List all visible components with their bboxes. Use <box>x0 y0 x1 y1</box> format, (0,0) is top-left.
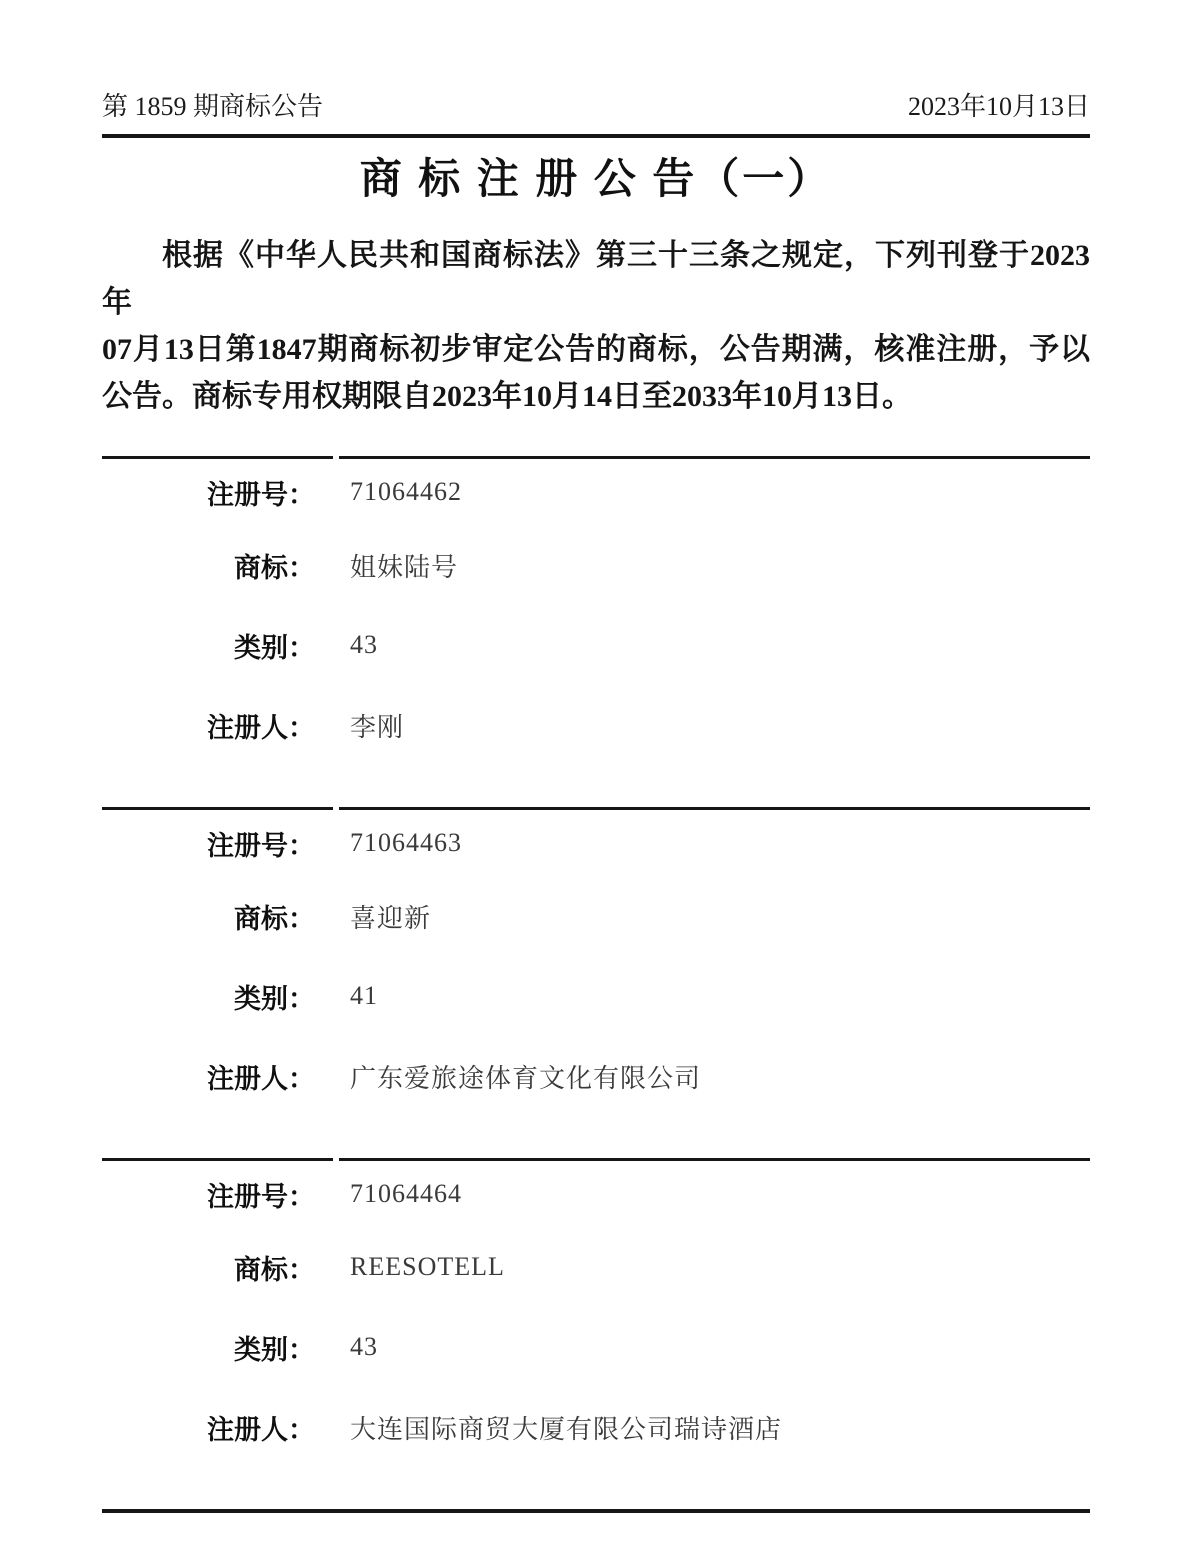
registrant-label: 注册人： <box>207 1063 315 1094</box>
registrant-label: 注册人： <box>207 1414 315 1445</box>
field-row-mark <box>102 525 1090 605</box>
class-value: 41 <box>350 981 378 1010</box>
trademark-record-2 <box>102 807 1090 1158</box>
field-row-registrant <box>102 1387 1090 1467</box>
header-rule <box>102 134 1090 138</box>
intro-line-2: 07月13日第1847期商标初步审定公告的商标，公告期满，核准注册，予以 <box>102 333 1090 366</box>
class-value: 43 <box>350 630 378 659</box>
reg-no-label: 注册号： <box>207 1181 315 1212</box>
records-list <box>102 456 1090 1513</box>
class-label: 类别： <box>234 983 315 1014</box>
intro-paragraph <box>102 232 1090 420</box>
reg-no-label: 注册号： <box>207 479 315 510</box>
record-divider <box>102 807 1090 810</box>
trademark-record-3 <box>102 1158 1090 1509</box>
field-row-reg-no <box>102 459 1090 525</box>
registrant-value: 李刚 <box>350 712 405 742</box>
mark-value: REESOTELL <box>350 1252 505 1281</box>
field-row-class <box>102 1307 1090 1387</box>
registrant-label: 注册人： <box>207 712 315 743</box>
mark-value: 姐妹陆号 <box>350 552 459 582</box>
page-title: 商 标 注 册 公 告（一） <box>359 157 833 203</box>
class-value: 43 <box>350 1332 378 1361</box>
mark-value: 喜迎新 <box>350 903 432 933</box>
field-row-class <box>102 956 1090 1036</box>
mark-label: 商标： <box>234 903 315 934</box>
class-label: 类别： <box>234 1334 315 1365</box>
reg-no-value: 71064463 <box>350 828 462 857</box>
field-row-registrant <box>102 1036 1090 1116</box>
field-row-mark <box>102 1227 1090 1307</box>
field-row-class <box>102 605 1090 685</box>
mark-label: 商标： <box>234 1254 315 1285</box>
reg-no-value: 71064464 <box>350 1179 462 1208</box>
running-header <box>102 0 1090 122</box>
reg-no-label: 注册号： <box>207 830 315 861</box>
field-row-mark <box>102 876 1090 956</box>
record-divider <box>102 456 1090 459</box>
trademark-record-1 <box>102 456 1090 807</box>
reg-no-value: 71064462 <box>350 477 462 506</box>
field-row-registrant <box>102 685 1090 765</box>
closing-rule <box>102 1509 1090 1513</box>
mark-label: 商标： <box>234 552 315 583</box>
record-divider <box>102 1158 1090 1161</box>
class-label: 类别： <box>234 632 315 663</box>
intro-line-1: 根据《中华人民共和国商标法》第三十三条之规定，下列刊登于2023年 <box>102 239 1090 319</box>
field-row-reg-no <box>102 1161 1090 1227</box>
gazette-issue: 第 1859 期商标公告 <box>102 92 324 121</box>
registrant-value: 大连国际商贸大厦有限公司瑞诗酒店 <box>350 1414 783 1444</box>
field-row-reg-no <box>102 810 1090 876</box>
gazette-date: 2023年10月13日 <box>907 92 1090 121</box>
intro-line-3: 公告。商标专用权期限自2023年10月14日至2033年10月13日。 <box>102 380 912 413</box>
registrant-value: 广东爱旅途体育文化有限公司 <box>350 1063 702 1093</box>
